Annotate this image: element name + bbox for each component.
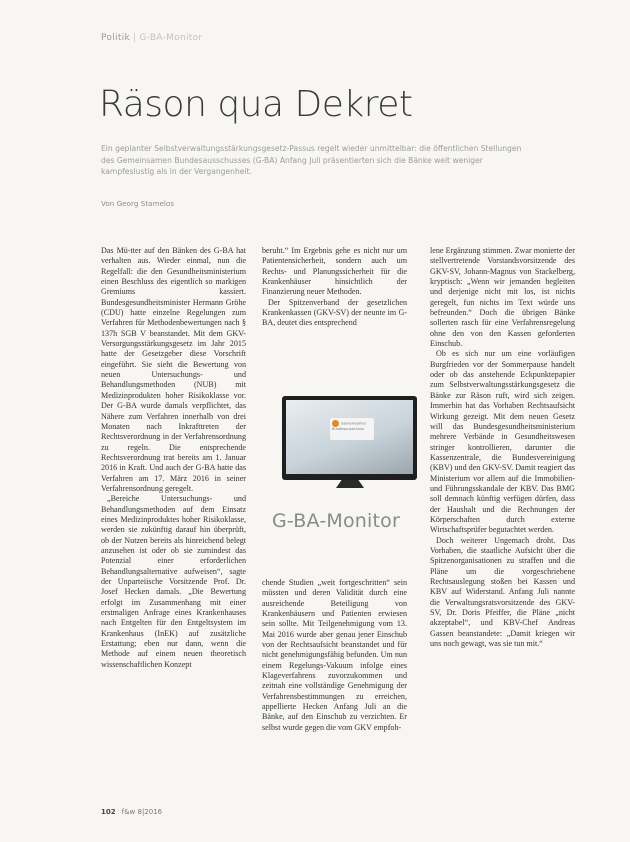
headline: Räson qua Dekret [99,84,413,125]
article-column-1 [101,246,246,670]
column-2-paragraph: beruht.“ Im Ergebnis gehe es nicht nur um Patientensicherheit, sondern auch um Rechts- und Planungssicherheit für die Krankenhäuser hinsichtlich der Finanzierung neuer Methoden. [262,246,407,297]
section-label: Politik [101,33,130,43]
article-column-2-top [262,246,407,329]
badge-line-1: Gemeinsamer [341,421,367,426]
monitor-screen-image [286,400,413,474]
byline: Von Georg Stamelos [101,199,175,208]
page-number: 102 [101,808,116,816]
g-ba-monitor-figure [260,380,422,550]
section-tag [101,33,202,43]
column-2-paragraph: Der Spitzenverband der gesetzlichen Krankenkassen (GKV-SV) der neunte im G-BA, deutet dies entsprechend [262,297,407,328]
column-3-paragraph: Doch weiterer Ungemach droht. Das Vorhaben, die staatliche Aufsicht über die Spitzenorganisationen zu straffen und die Pläne um die vorgeschriebene Rechtsauslegung stoßen bei Kassen und KBV auf Widerstand. Anfang Juli nannte die Verwaltungsratsvorsitzende des GKV-SV, Dr. Doris Pfeiffer, die Pläne „nicht akzeptabel“, und KBV-Chef Andreas Gassen beanstandete: „Damit kriegen wir uns noch gewagt, was sie tun mit.“ [430,535,575,649]
column-2-paragraph: chende Studien „weit fortgeschritten“ sein müssten und deren Validität durch eine ausreichende Beteiligung von Krankenhäusern und Patienten erwiesen sein sollte. Mit Teilgenehmigung vom 13. Mai 2016 wurde aber genau jener Einschub von der Rechtsaufsicht beanstandet und für nicht genehmigungsfähig befunden. Um nun einem Regelungs-Vakuum infolge eines Klageverfahrens zuvorzukommen und zeitnah eine vollständige Genehmigung der Verfahrensbestimmungen zu erreichen, appellierte Hecken Anfang Juli an die Bänke, auf den Einschub zu verzichten. Er selbst wurde gegen die vom GKV empfoh- [262,578,407,732]
publication-name: f&w 8|2016 [121,808,163,816]
g-ba-logo-badge [330,418,374,440]
g-ba-logo-icon [332,420,339,427]
column-1-paragraph: Das Mü-tter auf den Bänken des G-BA hat verhalten aus. Wieder einmal, nun die Regelfall: die den Gesundheitsministerium einen Beschluss des eigentlich so markigen Gremiums kassiert. Bundesgesundheitsminister Hermann Gröhe (CDU) hatte einzelne Regelungen zum Verfahren für Methodenbewertungen nach § 137h SGB V beanstandet. Mit dem GKV-Versorgungsstärkungsgesetz im Jahr 2015 hatte der Gesetzgeber diese Vorschrift eingeführt. Sie sieht die Bewertung von neuen Untersuchungs- und Behandlungsmethoden (NUB) mit Medizinprodukten hoher Risikoklasse vor. Der G-BA wurde damals verpflichtet, das Nähere zum Verfahren innerhalb von drei Monaten nach Inkrafttreten der Rechtsverordnung in der Verfahrensordnung zu regeln. Die entsprechende Rechtsverordnung trat bereits am 1. Januar 2016 in Kraft. Und auch der G-BA hatte das Verfahren am 17. März 2016 in seiner Verfahrensordnung geregelt. [101,246,246,493]
column-1-paragraph: „Bereiche Untersuchungs- und Behandlungsmethoden auf dem Einsatz eines Medizinproduktes hoher Risikoklasse, werden sie zukünftig darauf hin überprüft, ob der Nutzen bereits als hinreichend belegt anzusehen ist oder ob sie zumindest das Potenzial einer erforderlichen Behandlungsalternative aufweisen“, sagte der Unparteiische Vorsitzende Prof. Dr. Josef Hecken damals. „Die Bewertung erfolgt im Zusammenhang mit einer erstmaligen Anfrage eines Krankenhauses nach Entgelten für den Entgeltsystem im Krankenhaus (InEK) auf zusätzliche Erstattung; eben nur dann, wenn die Methode auf einem neuen theoretisch wissenschaftlichen Konzept [101,494,246,669]
column-3-paragraph: Ob es sich nur um eine vorläufigen Burgfrieden vor der Sommerpause handelt oder ob das anstehende Eckpunktepapier zum Selbstverwaltungsstärkungsgesetz die Bänke zur Räson ruft, wird sich zeigen. Immerhin hat das Vorhaben Rechtsaufsicht Wirkung gezeigt. Mit dem neuen Gesetz will das Bundesgesundheitsministerium mehrere Verbände in Gesundheitswesen stringer kontrollieren, darunter die Kassenzentrale, die Bundesvereinigung (KBV) und den GKV-SV. Damit reagiert das Ministerium vor allem auf die Immobilien- und Führungsskandale der KBV. Das BMG soll demnach künftig verfügen dürfen, dass der Haushalt und die Rechnungen der Körperschaften durch externe Wirtschaftsprüfer begutachtet werden. [430,349,575,535]
column-3-paragraph: lene Ergänzung stimmen. Zwar monierte der stellvertretende Vorstandsvorsitzende des GKV-SV, Johann-Magnus von Stackelberg, kryptisch: „Wenn wir jemanden begleiten und derjenige nicht mit los, ist nichts geregelt, fun nichts im Text würde uns befreunden.“ Doch die übrigen Bänke sollerten rasch für eine Verfahrensregelung ohne den von den Kassen geforderten Einschub. [430,246,575,349]
article-column-2-bottom [262,578,407,733]
badge-line-2: Bundesausschuss [332,427,364,431]
monitor-stand [336,480,364,488]
page-footer [101,808,162,816]
section-separator: | [132,33,137,43]
monitor-screen [282,396,417,480]
article-column-3 [430,246,575,649]
subsection-label: G-BA-Monitor [139,33,203,43]
lead-paragraph: Ein geplanter Selbstverwaltungsstärkungsgesetz-Passus regelt wieder unmittelbar: die öffentlichen Stellungen des Gemeinsamen Bundesausschusses (G-BA) Anfang Juli präsentierten sich die Bänke weit weniger kampfeslustig als in der Vergangenheit. [101,144,522,176]
figure-label: G-BA-Monitor [272,510,400,532]
